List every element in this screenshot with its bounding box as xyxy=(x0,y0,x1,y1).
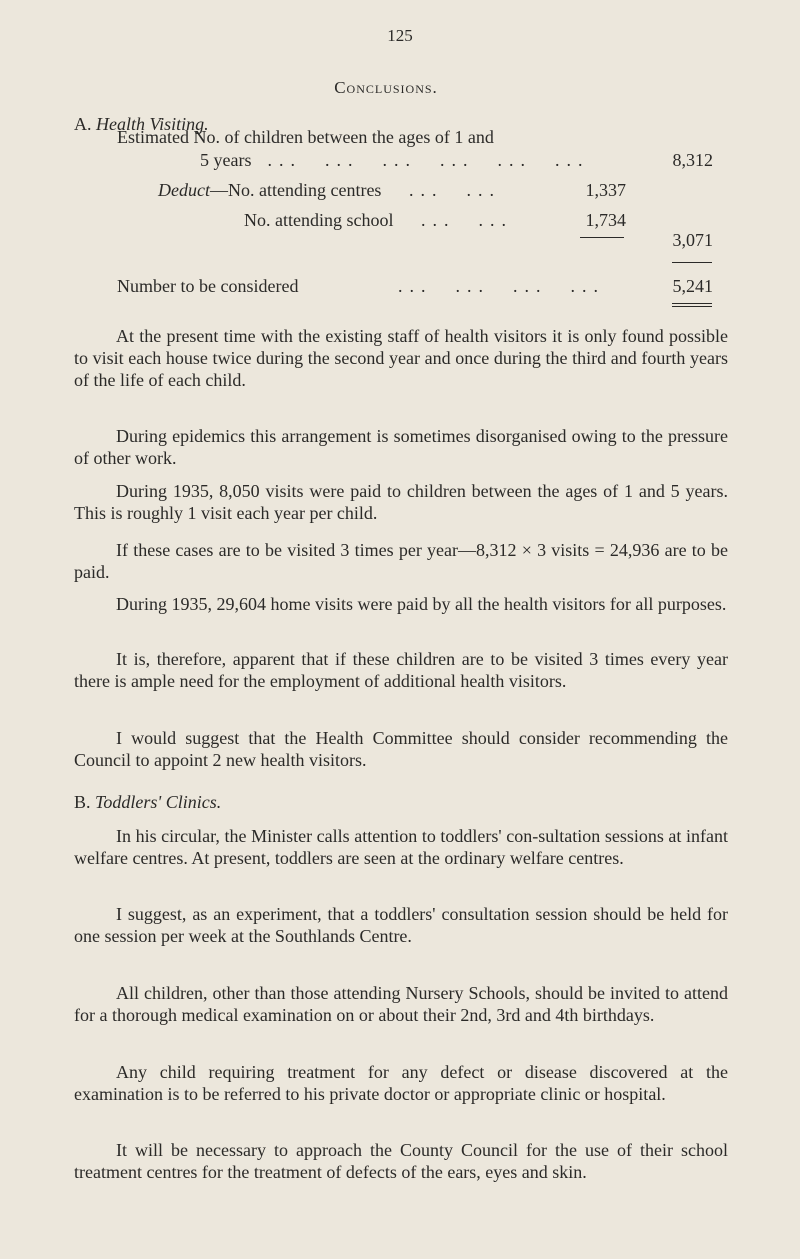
centres-value: 1,337 xyxy=(585,180,626,200)
double-rule-bottom xyxy=(672,306,712,307)
estimated-label-line2: 5 years ... ... ... ... ... ... xyxy=(200,150,590,170)
section-b-heading xyxy=(74,792,221,813)
paragraph-a3: During 1935, 8,050 visits were paid to children between the ages of 1 and 5 years. This is roughly 1 visit each year per child. xyxy=(74,481,728,523)
subtotal-rule xyxy=(580,237,624,238)
school-value: 1,734 xyxy=(585,210,626,230)
estimated-label-line1: Estimated No. of children between the ages of 1 and xyxy=(117,127,494,147)
paragraph-a6: It is, therefore, apparent that if these children are to be visited 3 times every year there is ample need for the employment of additional health visitors. xyxy=(74,649,728,691)
estimated-value: 8,312 xyxy=(672,150,713,170)
section-a-title: Health Visiting. xyxy=(96,114,209,134)
section-b-letter: B. xyxy=(74,792,91,812)
deduct-total-value: 3,071 xyxy=(672,230,713,250)
school-label: No. attending school ... ... xyxy=(244,210,513,230)
paragraph-b5: It will be necessary to approach the County Council for the use of their school treatment centres for the treatment of defects of the ears, eyes and skin. xyxy=(74,1140,728,1182)
section-a-letter: A. xyxy=(74,114,92,134)
considered-value: 5,241 xyxy=(672,276,713,296)
paragraph-b4: Any child requiring treatment for any defect or disease discovered at the examination is to be referred to his private doctor or appropriate clinic or hospital. xyxy=(74,1062,728,1104)
paragraph-a5: During 1935, 29,604 home visits were paid by all the health visitors for all purposes. xyxy=(116,594,727,614)
deduct-centres-label: Deduct—No. attending centres ... ... xyxy=(158,180,501,200)
paragraph-b1: In his circular, the Minister calls attention to toddlers' con-sultation sessions at infant welfare centres. At present, toddlers are seen at the ordinary welfare centres. xyxy=(74,826,728,868)
paragraph-b2: I suggest, as an experiment, that a toddlers' consultation session should be held for one session per week at the Southlands Centre. xyxy=(74,904,728,946)
double-rule-top xyxy=(672,303,712,304)
section-b-title: Toddlers' Clinics. xyxy=(95,792,222,812)
paragraph-a2: During epidemics this arrangement is sometimes disorganised owing to the pressure of other work. xyxy=(74,426,728,468)
paragraph-a7: I would suggest that the Health Committee should consider recommending the Council to appoint 2 new health visitors. xyxy=(74,728,728,770)
page-number: 125 xyxy=(387,26,413,45)
paragraph-a4: If these cases are to be visited 3 times per year—8,312 × 3 visits = 24,936 are to be paid. xyxy=(74,540,728,582)
considered-label: Number to be considered xyxy=(117,276,299,296)
paragraph-b3: All children, other than those attending Nursery Schools, should be invited to attend for a thorough medical examination on or about their 2nd, 3rd and 4th birthdays. xyxy=(74,983,728,1025)
considered-leader-dots: ... ... ... ... xyxy=(398,276,605,296)
deduct-label: Deduct xyxy=(158,180,210,200)
paragraph-a1: At the present time with the existing staff of health visitors it is only found possible to visit each house twice during the second year and once during the third and fourth years of the life of each child. xyxy=(74,326,728,390)
page-heading: Conclusions. xyxy=(334,78,438,97)
total-rule xyxy=(672,262,712,263)
